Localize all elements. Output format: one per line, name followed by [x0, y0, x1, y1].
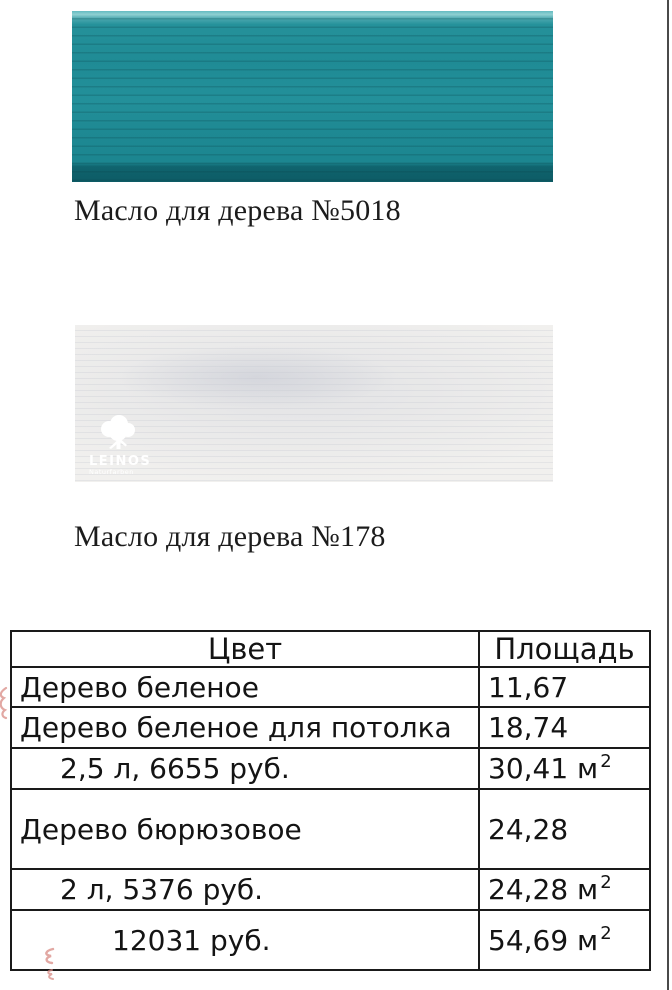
column-header-color: Цвет — [11, 631, 479, 667]
area-value: 18,74 — [488, 711, 569, 744]
sample-caption-5018: Масло для дерева №5018 — [74, 194, 401, 227]
stain-mark — [40, 946, 60, 982]
row-area — [479, 707, 650, 748]
row-name: Дерево бюрюзовое — [11, 789, 479, 869]
brand-name: LEINOS — [89, 454, 152, 469]
row-name: Дерево беленое для потолка — [11, 707, 479, 748]
row-name: 2 л, 5376 руб. — [11, 869, 479, 910]
table-header-row — [11, 631, 650, 667]
area-sup: 2 — [600, 751, 612, 772]
row-name: 2,5 л, 6655 руб. — [11, 748, 479, 789]
tree-icon — [95, 415, 141, 455]
area-value: 24,28 — [488, 812, 569, 846]
wood-sample-image-178 — [75, 325, 553, 482]
area-sup: 2 — [600, 922, 612, 944]
row-area — [479, 910, 650, 970]
table-row — [11, 869, 650, 910]
column-header-area: Площадь — [479, 631, 650, 667]
area-value: 30,41 м — [488, 752, 599, 785]
table-row — [11, 910, 650, 970]
area-value: 11,67 — [488, 670, 569, 704]
row-area — [479, 869, 650, 910]
leinos-logo — [89, 415, 199, 476]
brand-subtitle: Naturfarben — [89, 468, 134, 476]
table-row — [11, 667, 650, 707]
wood-sample-image-5018 — [72, 11, 553, 182]
row-area — [479, 667, 650, 707]
page-edge-line — [667, 0, 669, 990]
row-name: Дерево беленое — [11, 667, 479, 707]
table-row — [11, 707, 650, 748]
area-value: 24,28 м — [488, 873, 599, 906]
row-area — [479, 748, 650, 789]
table-row — [11, 789, 650, 869]
price-table — [10, 630, 651, 971]
table-row — [11, 748, 650, 789]
area-sup: 2 — [600, 872, 612, 893]
area-value: 54,69 м — [488, 923, 599, 957]
row-name: 12031 руб. — [11, 910, 479, 970]
row-area — [479, 789, 650, 869]
sample-caption-178: Масло для дерева №178 — [74, 520, 386, 553]
stain-mark — [0, 686, 10, 720]
